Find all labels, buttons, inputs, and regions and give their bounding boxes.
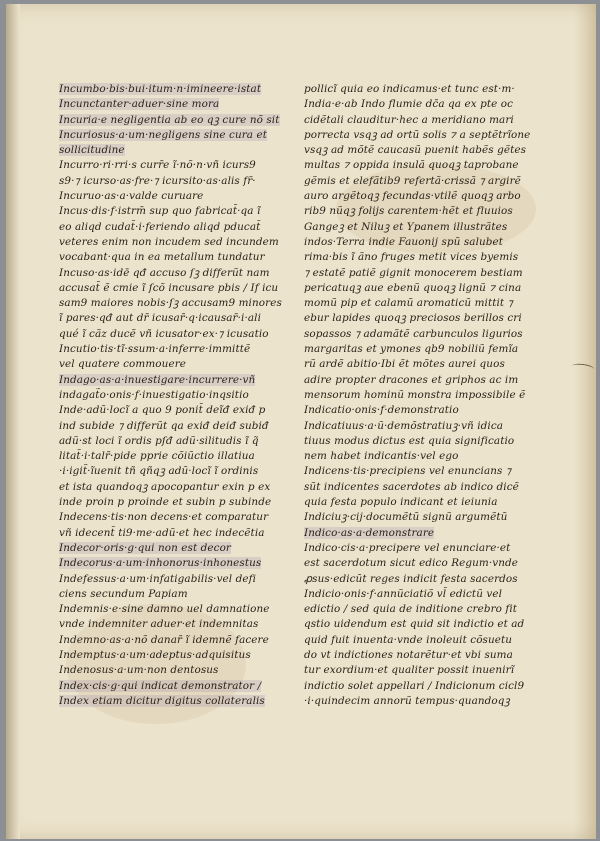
text-line	[304, 388, 539, 403]
text-line	[59, 510, 291, 525]
line-text: vnde indemniter aduer·et indemnitas	[59, 618, 259, 631]
line-text: Indicens·tis·precipiens vel enuncians ⁊	[304, 465, 512, 478]
line-text: Incutio·tis·tĩ·ssum·a·inferre·immittẽ	[59, 343, 251, 356]
text-line	[304, 541, 539, 556]
text-line	[59, 495, 291, 510]
line-text: cidẽtali clauditur·hec a meridiano mari	[304, 113, 514, 126]
text-line	[304, 189, 539, 204]
line-text: rib9 nũqꝫ folijs carentem·hẽt et fluuios	[304, 205, 513, 218]
line-text: Incuruo·as·a·valde curuare	[59, 190, 204, 203]
line-text: momũ pip et calamũ aromaticũ mittit ⁊	[304, 297, 513, 310]
line-text: tiuus modus dictus est quia significatio	[304, 434, 515, 447]
text-line	[59, 419, 291, 434]
highlighted-text: Incuriosus·a·um·negligens sine cura et	[59, 128, 268, 141]
text-line	[59, 143, 291, 158]
line-text: Indico·cis·a·precipere vel enunciare·et	[304, 541, 511, 554]
right-text-column	[304, 82, 539, 709]
page-gutter	[6, 4, 20, 839]
text-line	[304, 311, 539, 326]
text-line	[304, 128, 539, 143]
line-text: vel quatere commouere	[59, 358, 187, 371]
line-text: ĩ pares·qđ aut dr̄ icusar̄·q·icausar̄·i·ali	[59, 312, 261, 325]
text-line	[304, 357, 539, 372]
text-line	[59, 464, 291, 479]
line-text: Indemnis·e·sine damno uel damnatione	[59, 603, 270, 616]
line-text: sam9 maiores nobis·ſꝫ accusam9 minores	[59, 297, 282, 310]
text-line	[304, 480, 539, 495]
line-text: Indiciuꝫ·cij·documẽtũ signũ argumẽtũ	[304, 511, 508, 524]
text-line	[304, 602, 539, 617]
text-line	[304, 587, 539, 602]
text-line	[304, 143, 539, 158]
text-line	[59, 311, 291, 326]
text-line	[59, 82, 291, 97]
text-line	[304, 266, 539, 281]
line-text: s9·⁊ icurso·as·fre·⁊ icursito·as·alis fr̄·	[59, 174, 256, 187]
line-text: indagat̃o·onis·f·inuestigatio·inqsitio	[59, 388, 249, 401]
text-line	[304, 220, 539, 235]
text-line	[304, 342, 539, 357]
text-line	[59, 235, 291, 250]
line-text: Indicio·onis·f·annũciatiõ vl̄ edictũ vel	[304, 587, 503, 600]
line-text: vocabant·qua in ea metallum tundatur	[59, 251, 265, 264]
text-line	[304, 403, 539, 418]
line-text: auro argẽtoqꝫ fecundas·vtilẽ quoqꝫ arbo	[304, 190, 521, 203]
manuscript-page	[6, 4, 596, 839]
text-line	[304, 419, 539, 434]
text-line	[304, 281, 539, 296]
text-line	[59, 602, 291, 617]
line-text: rũ ardẽ abitio·Ibi ẽt mõtes aurei quos	[304, 358, 505, 371]
text-line	[59, 403, 291, 418]
line-text: et ista quandoqꝫ apocopantur exin p ex	[59, 480, 271, 493]
text-line	[59, 648, 291, 663]
text-line	[304, 663, 539, 678]
highlighted-text: Indecor·oris·g·qui non est decor	[59, 541, 231, 554]
text-line	[304, 572, 539, 587]
text-line	[304, 97, 539, 112]
line-text: margaritas et ymones qb9 nobiliũ femĩa	[304, 343, 519, 356]
line-text: quid fuit inuenta·vnde inoleuit cõsuetu	[304, 633, 513, 646]
text-line	[59, 556, 291, 571]
line-text: veteres enim non incudem sed incundem	[59, 235, 279, 248]
text-line	[304, 495, 539, 510]
line-text: sopassos ⁊ adamãtẽ carbunculos ligurios	[304, 327, 523, 340]
text-line	[304, 174, 539, 189]
highlighted-text: Indecorus·a·um·inhonorus·inhonestus	[59, 557, 262, 570]
highlighted-text: Index etiam dicitur digitus collateralis	[59, 694, 265, 707]
text-line	[59, 388, 291, 403]
left-text-column	[59, 82, 291, 709]
line-text: qstio uidendum est quid sit indictio et ad	[304, 618, 525, 631]
line-text: indos·Terra indie Fauonij spũ salubet	[304, 235, 504, 248]
line-text: Inde·adũ·locĩ a quo 9 ponit̄ deĩđ exiđ p	[59, 404, 266, 417]
text-line	[59, 663, 291, 678]
line-text: Indenosus·a·um·non dentosus	[59, 664, 219, 677]
text-line	[59, 541, 291, 556]
line-text: nem habet indicantis·vel ego	[304, 450, 459, 463]
text-line	[304, 617, 539, 632]
line-text: ebur lapides quoqꝫ preciosos berillos cri	[304, 312, 522, 325]
line-text: Incus·dis·f·istrm̄ sup quo fabricat̄·qa ĩ	[59, 205, 261, 218]
text-line	[304, 250, 539, 265]
line-text: ·i·quindecim annorũ tempus·quandoqꝫ	[304, 694, 510, 707]
text-line	[304, 82, 539, 97]
text-line	[304, 434, 539, 449]
line-text: ciens secundum Papiam	[59, 587, 188, 600]
text-line	[59, 97, 291, 112]
line-text: adire propter dracones et griphos ac im	[304, 373, 519, 386]
highlighted-text: Indago·as·a·inuestigare·incurrere·vñ	[59, 373, 256, 386]
text-line	[59, 158, 291, 173]
line-text: Indicatiuus·a·ũ·demõstratiuꝫ·vñ idica	[304, 419, 504, 432]
text-line	[59, 633, 291, 648]
text-line	[304, 373, 539, 388]
line-text: Indecens·tis·non decens·et comparatur	[59, 511, 269, 524]
text-line	[59, 204, 291, 219]
text-line	[304, 633, 539, 648]
text-line	[304, 464, 539, 479]
line-text: vsqꝫ ad mõtẽ caucasũ puenit habẽs gẽtes	[304, 144, 527, 157]
text-line	[59, 296, 291, 311]
text-line	[59, 266, 291, 281]
line-text: accusat̄ ẽ cmie ĩ ſcõ incusare pbis / If icu	[59, 281, 279, 294]
text-line	[59, 617, 291, 632]
text-line	[304, 694, 539, 709]
text-line	[59, 250, 291, 265]
text-line	[59, 480, 291, 495]
line-text: ⁊ estatẽ patiẽ gignit monocerem bestiam	[304, 266, 523, 279]
line-text: adũ·st loci ĩ ordis pſđ adũ·silitudis ĩ q̃	[59, 434, 259, 447]
text-line	[59, 220, 291, 235]
line-text: est sacerdotum sicut edico Regum·vnde	[304, 557, 519, 570]
text-line	[304, 679, 539, 694]
text-line	[59, 434, 291, 449]
highlighted-text: Indico·as·a·demonstrare	[304, 526, 435, 539]
text-line	[59, 128, 291, 143]
text-line	[304, 158, 539, 173]
text-line	[304, 648, 539, 663]
text-line	[59, 526, 291, 541]
text-line	[59, 572, 291, 587]
line-text: ꝓsus·edicũt reges indicit festa sacerdos	[304, 572, 518, 585]
line-text: do vt indictiones notarẽtur·et vbi suma	[304, 648, 513, 661]
line-text: mensorum hominũ monstra impossibile ẽ	[304, 388, 526, 401]
text-line	[59, 587, 291, 602]
page-edge-shade	[574, 4, 596, 839]
line-text: Indemno·as·a·nõ danar̄ ĩ idemnẽ facere	[59, 633, 269, 646]
line-text: ind subide ⁊ differũt qa exiđ deiđ subiđ	[59, 419, 269, 432]
text-line	[59, 342, 291, 357]
line-text: quia festa populo indicant et ieiunia	[304, 496, 498, 509]
text-line	[59, 373, 291, 388]
text-line	[304, 449, 539, 464]
text-line	[304, 296, 539, 311]
line-text: rima·bis ĩ ãno fruges metit vices byemis	[304, 251, 519, 264]
line-text: Incuso·as·idē qđ accuso ſꝫ differũt nam	[59, 266, 270, 279]
line-text: indictio solet appellari / Indicionum cicl9	[304, 679, 525, 692]
text-line	[59, 327, 291, 342]
line-text: sũt indicentes sacerdotes ab indico dicẽ	[304, 480, 519, 493]
line-text: eo aliqd cudat̄·i·feriendo aliqd pducat̄	[59, 220, 261, 233]
text-line	[59, 189, 291, 204]
line-text: litat̄·i·talr̄·pide pprie cõiũctio illatiua	[59, 450, 255, 463]
line-text: pericatuqꝫ aue ebenũ quoqꝫ lignũ ⁊ cina	[304, 281, 522, 294]
text-line	[59, 694, 291, 709]
line-text: Indemptus·a·um·adeptus·adquisitus	[59, 648, 251, 661]
line-text: qué ĩ cãz ducẽ vñ icusator·ex·⁊ icusatio	[59, 327, 269, 340]
text-line	[59, 679, 291, 694]
line-text: Incurro·ri·rri·s curr̄e ĩ·nõ·n·vñ icurs9	[59, 159, 256, 172]
line-text: edictio / sed quia de inditione crebro fit	[304, 603, 518, 616]
text-line	[304, 327, 539, 342]
text-line	[59, 357, 291, 372]
line-text: Gangeꝫ et Niluꝫ et Ypanem illustrãtes	[304, 220, 508, 233]
highlighted-text: Incunctanter·aduer·sine mora	[59, 98, 220, 111]
text-line	[304, 526, 539, 541]
highlighted-text: Index·cis·g·qui indicat demonstrator /	[59, 679, 262, 692]
highlighted-text: Incumbo·bis·bui·itum·n·imineere·istat	[59, 83, 262, 95]
line-text: multas ⁊ oppida insulã quoqꝫ taprobane	[304, 159, 519, 172]
text-line	[59, 449, 291, 464]
line-text: Indefessus·a·um·infatigabilis·vel defi	[59, 572, 257, 585]
highlighted-text: Incuria·e negligentia ab eo qꝫ cure nõ sit	[59, 113, 280, 126]
line-text: ·i·igit̃·ĩuenit tñ qñqꝫ adũ·locĩ ĩ ordinis	[59, 465, 259, 478]
line-text: pollicĩ quia eo indicamus·et tunc est·m·	[304, 83, 515, 95]
text-line	[304, 113, 539, 128]
text-line	[304, 510, 539, 525]
line-text: India·e·ab Indo flumie dc̄a qa ex pte oc	[304, 98, 514, 111]
text-line	[59, 113, 291, 128]
text-line	[304, 204, 539, 219]
text-line	[59, 281, 291, 296]
line-text: gẽmis et elefãtib9 refertã·crissã ⁊ argirẽ	[304, 174, 521, 187]
line-text: Indicatio·onis·f·demonstratio	[304, 404, 459, 417]
line-text: tur exordium·et qualiter possit inuenirĩ	[304, 664, 515, 677]
text-line	[304, 235, 539, 250]
line-text: inde proin p proinde et subin p subinde	[59, 496, 272, 509]
text-line	[304, 556, 539, 571]
line-text: porrecta vsqꝫ ad ortũ solis ⁊ a septẽtrĩone	[304, 128, 531, 141]
line-text: vñ idecent̄ ti9·me·adũ·et hec indecẽtia	[59, 526, 265, 539]
highlighted-text: sollicitudine	[59, 144, 125, 157]
text-line	[59, 174, 291, 189]
